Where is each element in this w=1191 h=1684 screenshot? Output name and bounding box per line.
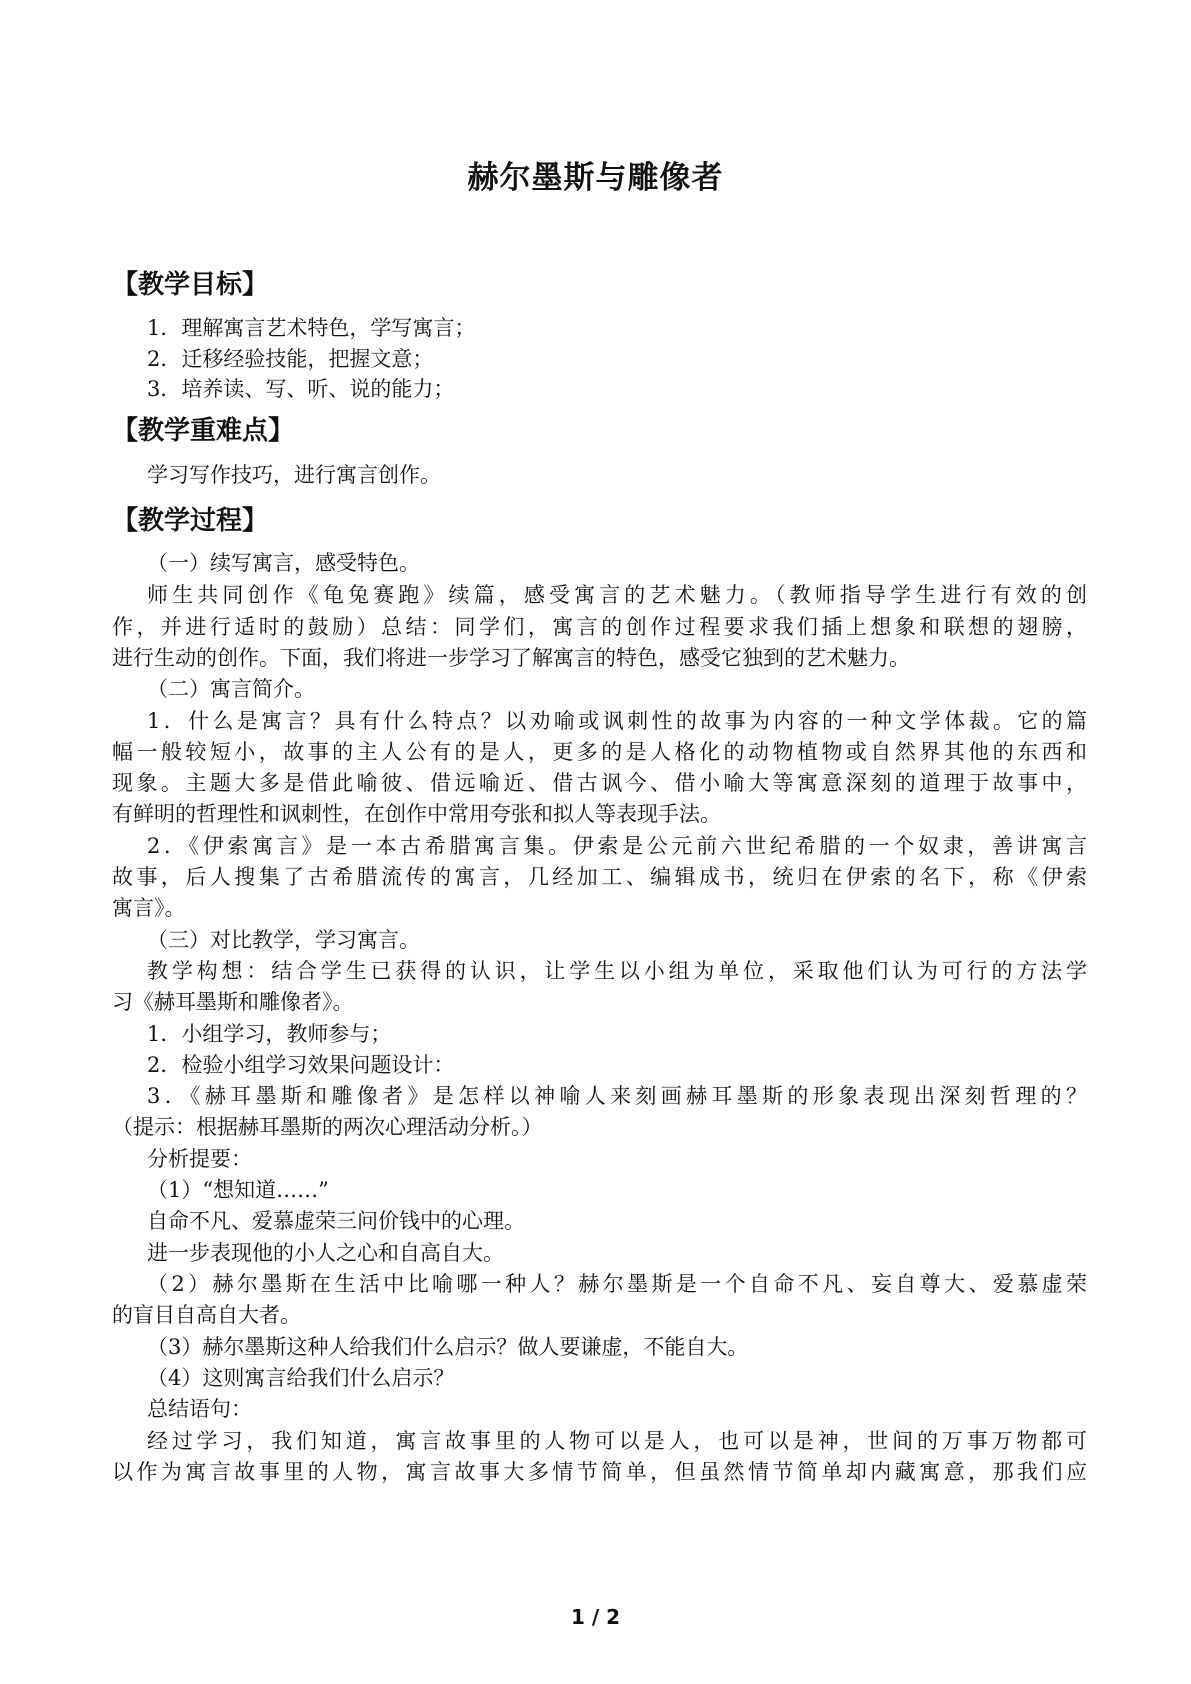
text-line: 3．培养读、写、听、说的能力；	[147, 377, 455, 401]
text-line: （3）赫尔墨斯这种人给我们什么启示？做人要谦虚，不能自大。	[147, 1335, 749, 1359]
heading-teaching-goals: 【教学目标】	[112, 270, 269, 300]
document-title: 赫尔墨斯与雕像者	[467, 160, 724, 196]
page-number: 1 / 2	[570, 1605, 621, 1629]
text-line: 1．什么是寓言？具有什么特点？以劝喻或讽刺性的故事为内容的一种文学体裁。它的篇	[147, 709, 1087, 733]
text-line: 进行生动的创作。下面，我们将进一步学习了解寓言的特色，感受它独到的艺术魅力。	[112, 646, 910, 670]
text-line: 2．《伊索寓言》是一本古希腊寓言集。伊索是公元前六世纪希腊的一个奴隶，善讲寓言	[147, 834, 1087, 858]
text-line: 2．迁移经验技能，把握文意；	[147, 347, 434, 371]
text-line: （提示：根据赫耳墨斯的两次心理活动分析。）	[112, 1115, 543, 1139]
text-line: 经过学习，我们知道，寓言故事里的人物可以是人，也可以是神，世间的万事万物都可	[147, 1429, 1087, 1453]
text-line: 学习写作技巧，进行寓言创作。	[147, 463, 441, 487]
text-line: 师生共同创作《龟兔赛跑》续篇，感受寓言的艺术魅力。（教师指导学生进行有效的创	[147, 583, 1087, 607]
text-line: 的盲目自高自大者。	[112, 1303, 301, 1327]
text-line: 幅一般较短小，故事的主人公有的是人，更多的是人格化的动物植物或自然界其他的东西和	[112, 740, 1087, 764]
text-line: 2．检验小组学习效果问题设计：	[147, 1053, 455, 1077]
text-line: 分析提要：	[147, 1147, 252, 1171]
text-line: 进一步表现他的小人之心和自高自大。	[147, 1241, 504, 1265]
text-line: （4）这则寓言给我们什么启示？	[147, 1366, 455, 1390]
text-line: （三）对比教学，学习寓言。	[147, 928, 420, 952]
text-line: 习《赫耳墨斯和雕像者》。	[112, 990, 354, 1014]
heading-key-points: 【教学重难点】	[112, 416, 295, 446]
text-line: 教学构想：结合学生已获得的认识，让学生以小组为单位，采取他们认为可行的方法学	[147, 959, 1087, 983]
text-line: 寓言》。	[112, 896, 186, 920]
text-line: 3．《赫耳墨斯和雕像者》是怎样以神喻人来刻画赫耳墨斯的形象表现出深刻哲理的？	[147, 1084, 1087, 1108]
text-line: 有鲜明的哲理性和讽刺性，在创作中常用夸张和拟人等表现手法。	[112, 802, 721, 826]
text-line: 故事，后人搜集了古希腊流传的寓言，几经加工、编辑成书，统归在伊索的名下，称《伊索	[112, 865, 1087, 889]
text-line: （二）寓言简介。	[147, 677, 315, 701]
text-line: 1．小组学习，教师参与；	[147, 1022, 392, 1046]
text-line: （1）“想知道……”	[147, 1178, 329, 1202]
heading-teaching-process: 【教学过程】	[112, 506, 269, 536]
text-line: 以作为寓言故事里的人物，寓言故事大多情节简单，但虽然情节简单却内藏寓意，那我们应	[112, 1460, 1087, 1484]
text-line: 现象。主题大多是借此喻彼、借远喻近、借古讽今、借小喻大等寓意深刻的道理于故事中，	[112, 771, 1087, 795]
text-line: 自命不凡、爱慕虚荣三问价钱中的心理。	[147, 1209, 525, 1233]
text-line: （2）赫尔墨斯在生活中比喻哪一种人？赫尔墨斯是一个自命不凡、妄自尊大、爱慕虚荣	[147, 1272, 1087, 1296]
text-line: 总结语句：	[147, 1397, 252, 1421]
text-line: （一）续写寓言，感受特色。	[147, 551, 420, 575]
text-line: 作，并进行适时的鼓励）总结：同学们，寓言的创作过程要求我们插上想象和联想的翅膀，	[112, 615, 1087, 639]
text-line: 1．理解寓言艺术特色，学写寓言；	[147, 316, 476, 340]
